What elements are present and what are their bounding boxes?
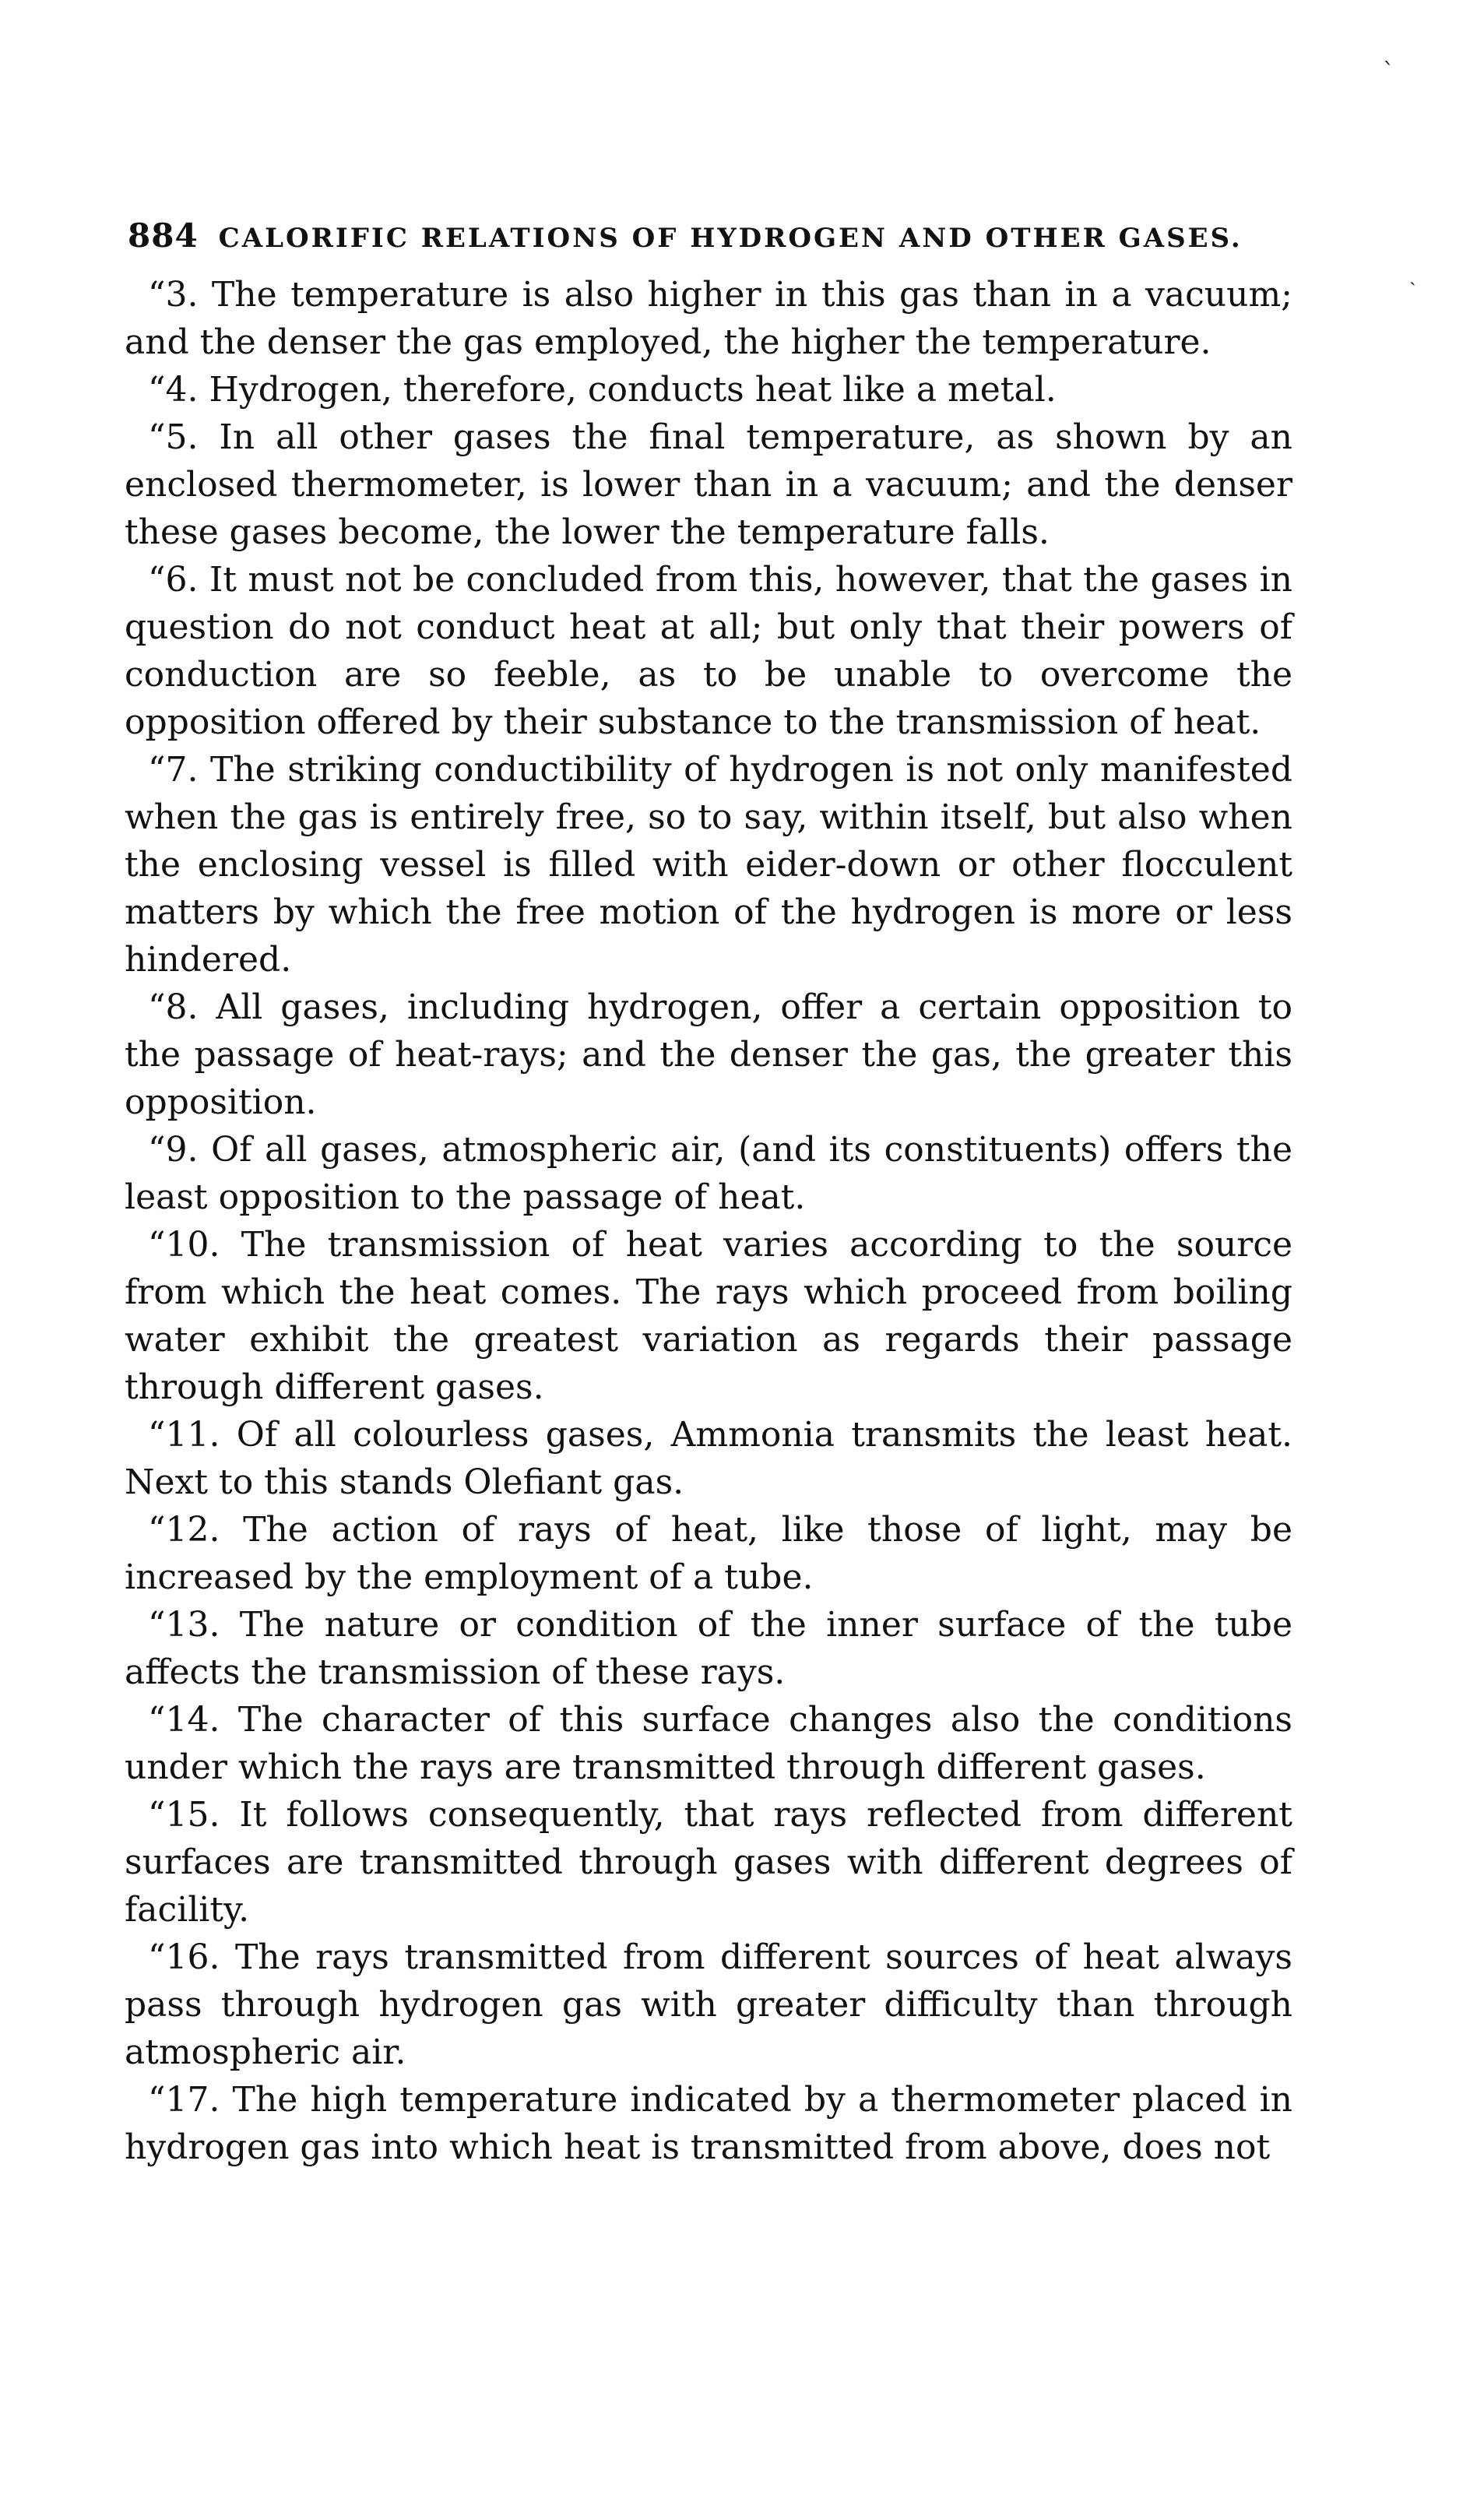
paragraph-5: “5. In all other gases the final temperature, as shown by an enclosed thermometer, is lower than in a vacuum; and the denser these gases become, the lower the temperature falls. [125,417,1292,552]
paragraph-17: “17. The high temperature indicated by a thermometer placed in hydrogen gas into which heat is transmitted from above, does not [125,2080,1292,2167]
paragraph-4: “4. Hydrogen, therefore, conducts heat like a metal. [148,370,1057,410]
paragraph-9: “9. Of all gases, atmospheric air, (and its constituents) offers the least opposition to the passage of heat. [125,1130,1292,1217]
paragraph-11: “11. Of all colourless gases, Ammonia transmits the least heat. Next to this stands Olefiant gas. [125,1415,1292,1502]
paragraph-8: “8. All gases, including hydrogen, offer a certain opposition to the passage of heat-rays; and the denser the gas, the greater this opposition. [125,987,1292,1122]
paragraph-6: “6. It must not be concluded from this, however, that the gases in question do not conduct heat at all; but only that their powers of conduction are so feeble, as to be unable to overcome the opposition offered by their substance to the transmission of heat. [125,560,1292,742]
paragraph-14: “14. The character of this surface changes also the conditions under which the rays are transmitted through different gases. [125,1700,1292,1787]
page-header [128,216,1296,263]
paragraph-7: “7. The striking conductibility of hydrogen is not only manifested when the gas is entirely free, so to say, within itself, but also when the enclosing vessel is filled with eider-down or other flocculent matters by which the free motion of the hydrogen is more or less hindered. [125,750,1292,980]
paragraph-3: “3. The temperature is also higher in this gas than in a vacuum; and the denser the gas employed, the higher the temperature. [125,275,1292,362]
page-number: 884 [128,216,199,255]
paragraph-13: “13. The nature or condition of the inner surface of the tube affects the transmission of these rays. [125,1605,1292,1692]
body-text [125,271,1292,2171]
paragraph-12: “12. The action of rays of heat, like those of light, may be increased by the employment of a tube. [125,1510,1292,1597]
paragraph-15: “15. It follows consequently, that rays reflected from different surfaces are transmitted through gases with different degrees of facility. [125,1795,1292,1930]
ink-speck: ˎ [1409,263,1416,287]
paragraph-16: “16. The rays transmitted from different sources of heat always pass through hydrogen gas with greater difficulty than through atmospheric air. [125,1937,1292,2072]
ink-speck: ˋ [1383,58,1394,86]
running-head: CALORIFIC RELATIONS OF HYDROGEN AND OTHER GASES. [218,223,1243,254]
paragraph-10: “10. The transmission of heat varies according to the source from which the heat comes. The rays which proceed from boiling water exhibit the greatest variation as regards their passage through different gases. [125,1225,1292,1407]
